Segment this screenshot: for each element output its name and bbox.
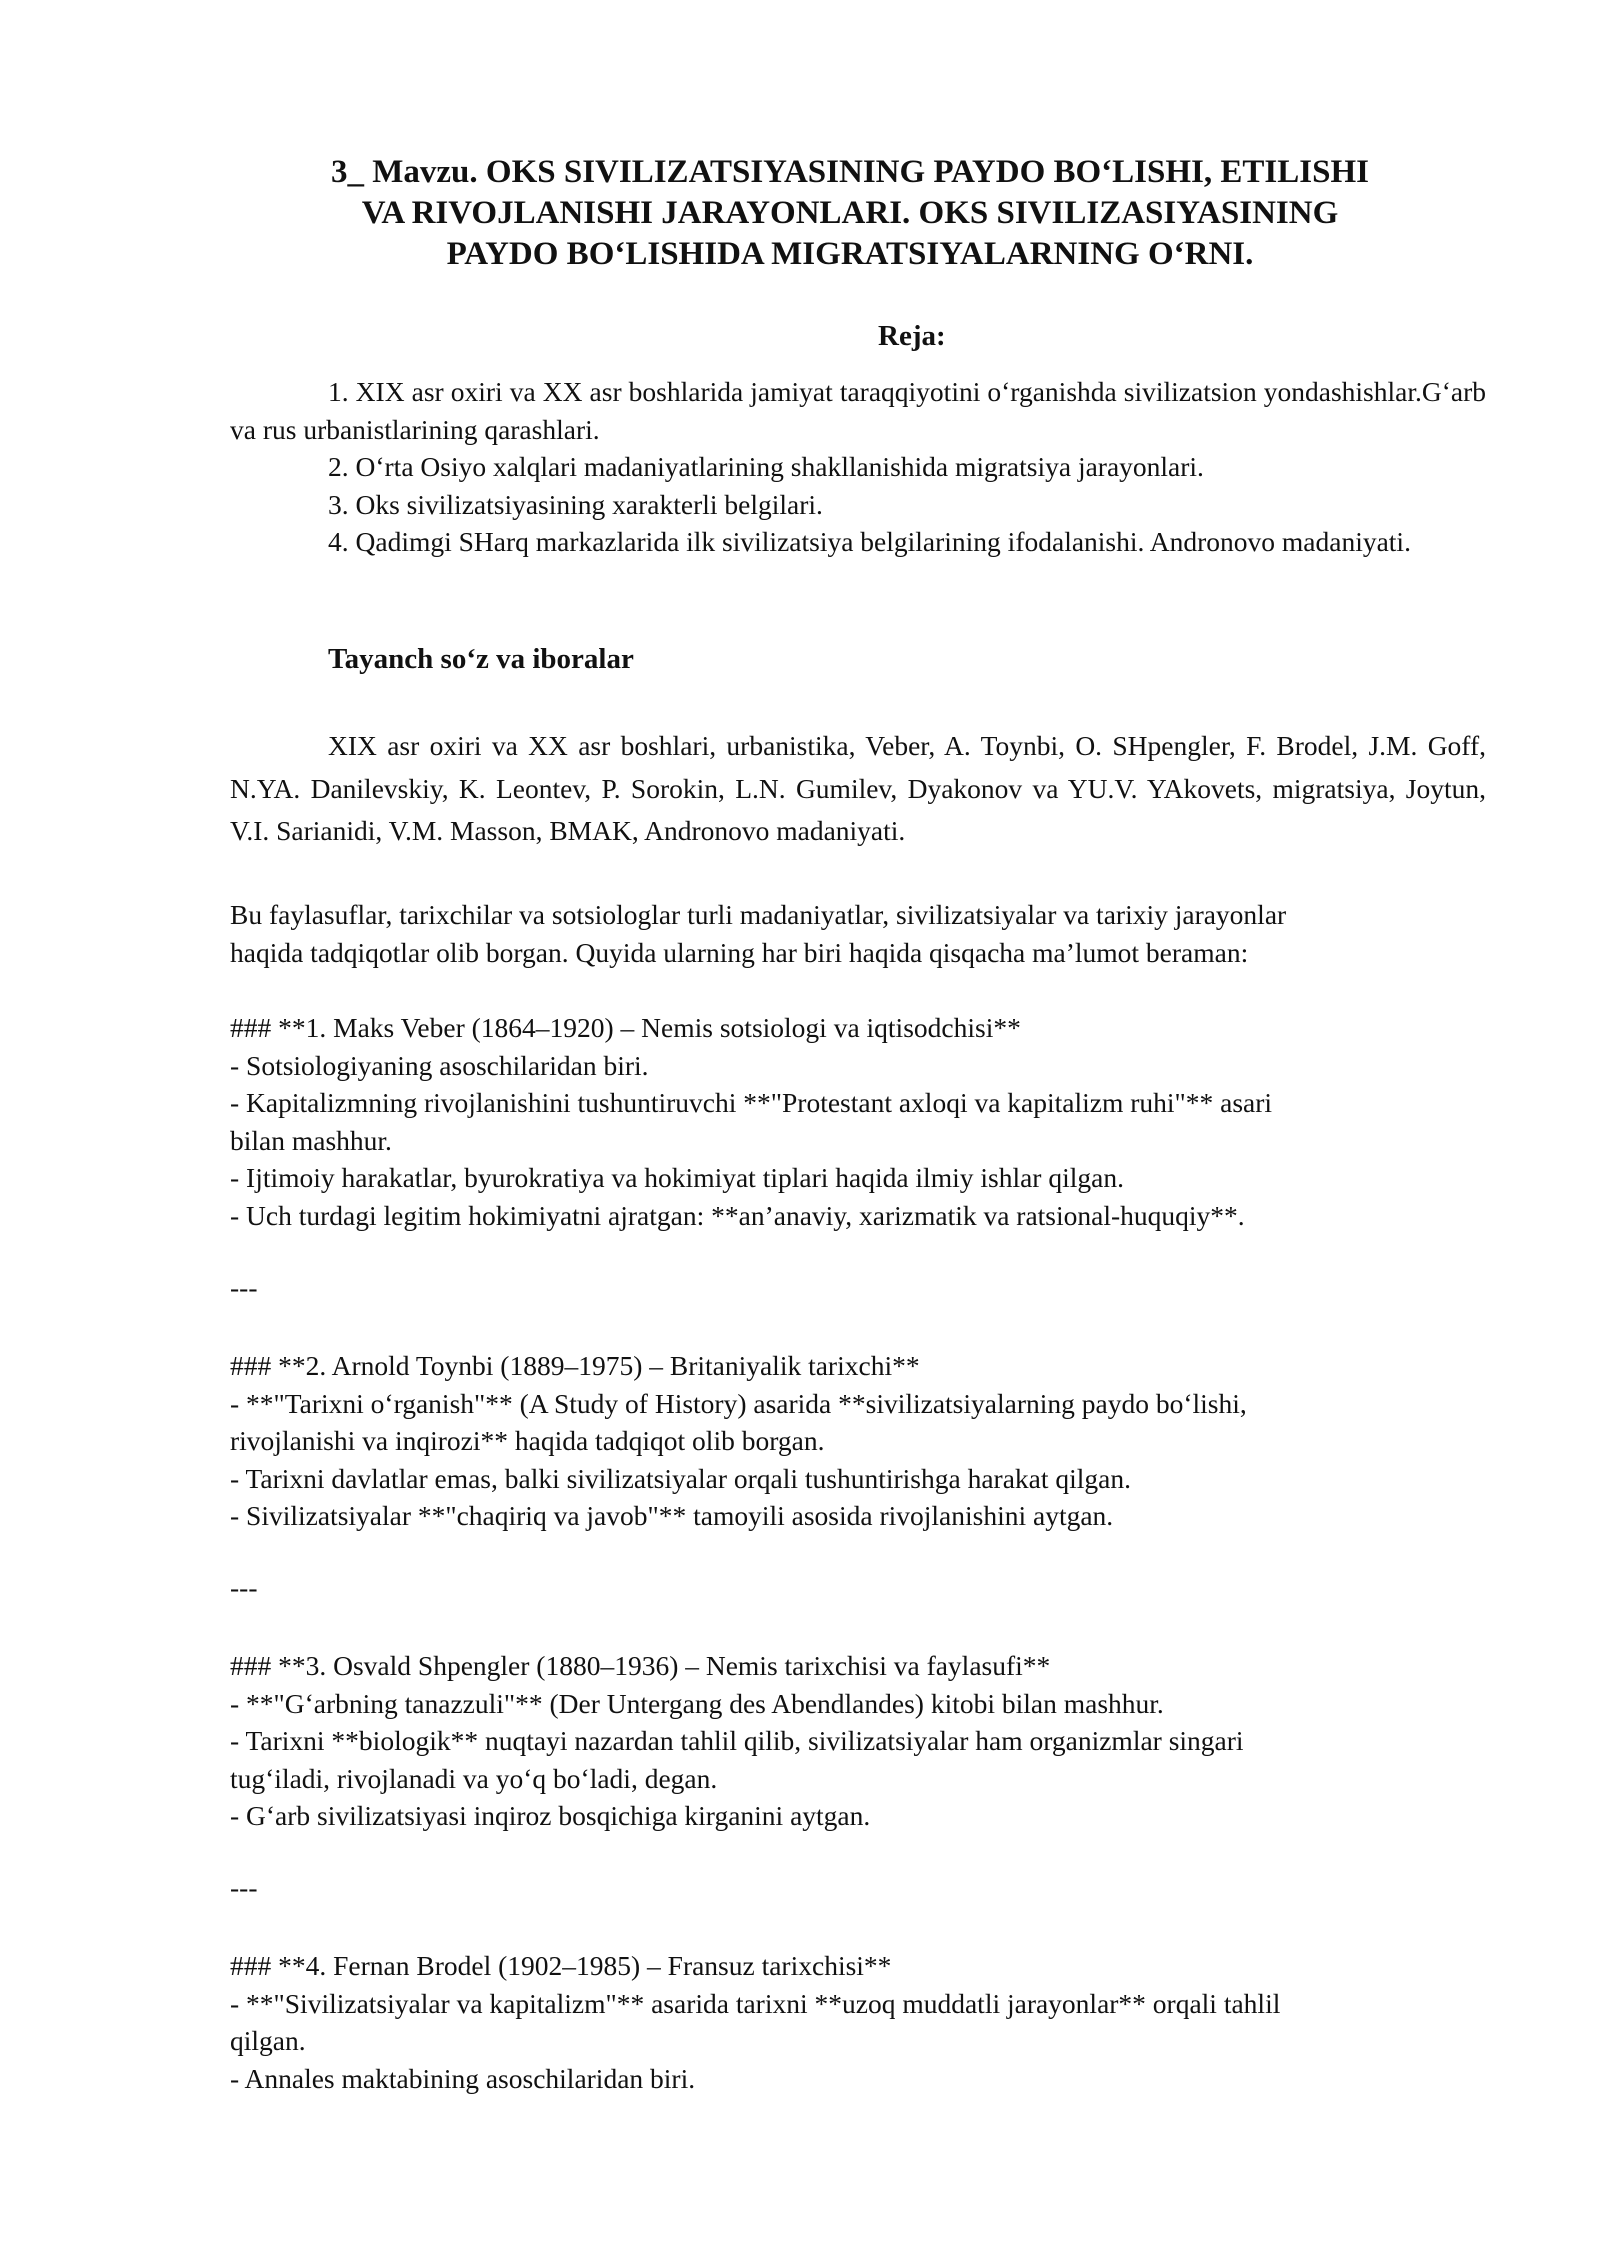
section-line: - Sotsiologiyaning asoschilaridan biri. [230,1049,649,1081]
plan-list [230,373,1486,561]
section-line: - Sivilizatsiyalar **"chaqiriq va javob"** tamoyili asosida rivojlanishini aytgan. [230,1500,1114,1531]
section-line: - Uch turdagi legitim hokimiyatni ajratgan: **an’anaviy, xarizmatik va ratsional-huquqiy**. [230,1199,1245,1231]
intro-line-1: Bu faylasuflar, tarixchilar va sotsiologlar turli madaniyatlar, sivilizatsiyalar va tarixiy jarayonlar [230,899,1287,930]
title-line-3: PAYDO BO‘LISHIDA MIGRATSIYALARNING O‘RNI. [446,236,1254,272]
section-line: - Ijtimoiy harakatlar, byurokratiya va hokimiyat tiplari haqida ilmiy ishlar qilgan. [230,1162,1124,1193]
section-line: - Annales maktabining asoschilaridan biri. [230,2062,696,2094]
section-shpengler [230,1647,1490,1835]
plan-heading: Reja: [878,320,946,352]
title-line-2: VA RIVOJLANISHI JARAYONLARI. OKS SIVILIZASIYASINING [361,195,1339,231]
keywords-paragraph: XIX asr oxiri va XX asr boshlari, urbanistika, Veber, A. Toynbi, O. SHpengler, F. Brodel, J.M. Goff, N.YA. Danilevskiy, K. Leontev, P. Sorokin, L.N. Gumilev, Dyakonov va YU.V. YAkovets, migratsiya, Joytun, V.I. Sarianidi, V.M. Masson, BMAK, Andronovo madaniyati. [230,730,1486,846]
section-line: - **"Sivilizatsiyalar va kapitalizm"** asarida tarixni **uzoq muddatli jarayonlar** orqali tahlil [230,1987,1281,2019]
plan-item-2: 2. O‘rta Osiyo xalqlari madaniyatlarining shakllanishida migratsiya jarayonlari. [328,451,1204,482]
section-heading: ### **3. Osvald Shpengler (1880–1936) – Nemis tarixchisi va faylasufi** [230,1650,1051,1681]
section-heading: ### **2. Arnold Toynbi (1889–1975) – Britaniyalik tarixchi** [230,1350,920,1381]
section-brodel [230,1947,1490,2097]
section-line: bilan mashhur. [230,1124,392,1156]
separator: --- [230,1572,258,1603]
plan-item-3: 3. Oks sivilizatsiyasining xarakterli belgilari. [328,488,823,520]
section-line: - G‘arb sivilizatsiyasi inqiroz bosqichiga kirganini aytgan. [230,1800,871,1831]
intro-paragraph [230,896,1486,971]
separator: --- [230,1272,258,1303]
section-line: - Kapitalizmning rivojlanishini tushuntiruvchi **"Protestant axloqi va kapitalizm ruhi"** asari [230,1087,1273,1118]
section-line: - Tarixni davlatlar emas, balki sivilizatsiyalar orqali tushuntirishga harakat qilgan. [230,1462,1131,1494]
section-line: - **"Tarixni o‘rganish"** (A Study of History) asarida **sivilizatsiyalarning paydo bo‘lishi, [230,1387,1247,1419]
section-line: qilgan. [230,2025,306,2056]
section-line: rivojlanishi va inqirozi** haqida tadqiqot olib borgan. [230,1425,825,1456]
intro-line-2: haqida tadqiqotlar olib borgan. Quyida ularning har biri haqida qisqacha ma’lumot beraman: [230,936,1249,968]
section-line: - **"G‘arbning tanazzuli"** (Der Untergang des Abendlandes) kitobi bilan mashhur. [230,1687,1164,1719]
plan-item-1: 1. XIX asr oxiri va XX asr boshlarida jamiyat taraqqiyotini o‘rganishda sivilizatsion yondashishlar.G‘arb va rus urbanistlarining qarashlari. [230,376,1486,445]
section-toynbi [230,1347,1490,1535]
keywords-heading: Tayanch so‘z va iboralar [328,643,634,675]
plan-item-4: 4. Qadimgi SHarq markazlarida ilk sivilizatsiya belgilarining ifodalanishi. Andronovo madaniyati. [328,526,1411,557]
separator: --- [230,1872,258,1903]
section-veber [230,1009,1490,1234]
section-line: tug‘iladi, rivojlanadi va yo‘q bo‘ladi, degan. [230,1762,718,1794]
section-heading: ### **4. Fernan Brodel (1902–1985) – Fransuz tarixchisi** [230,1950,892,1981]
section-heading: ### **1. Maks Veber (1864–1920) – Nemis sotsiologi va iqtisodchisi** [230,1012,1021,1043]
title-line-1: 3_ Mavzu. OKS SIVILIZATSIYASINING PAYDO BO‘LISHI, ETILISHI [331,154,1369,190]
document-title [230,152,1470,275]
section-line: - Tarixni **biologik** nuqtayi nazardan tahlil qilib, sivilizatsiyalar ham organizmlar singari [230,1725,1244,1756]
